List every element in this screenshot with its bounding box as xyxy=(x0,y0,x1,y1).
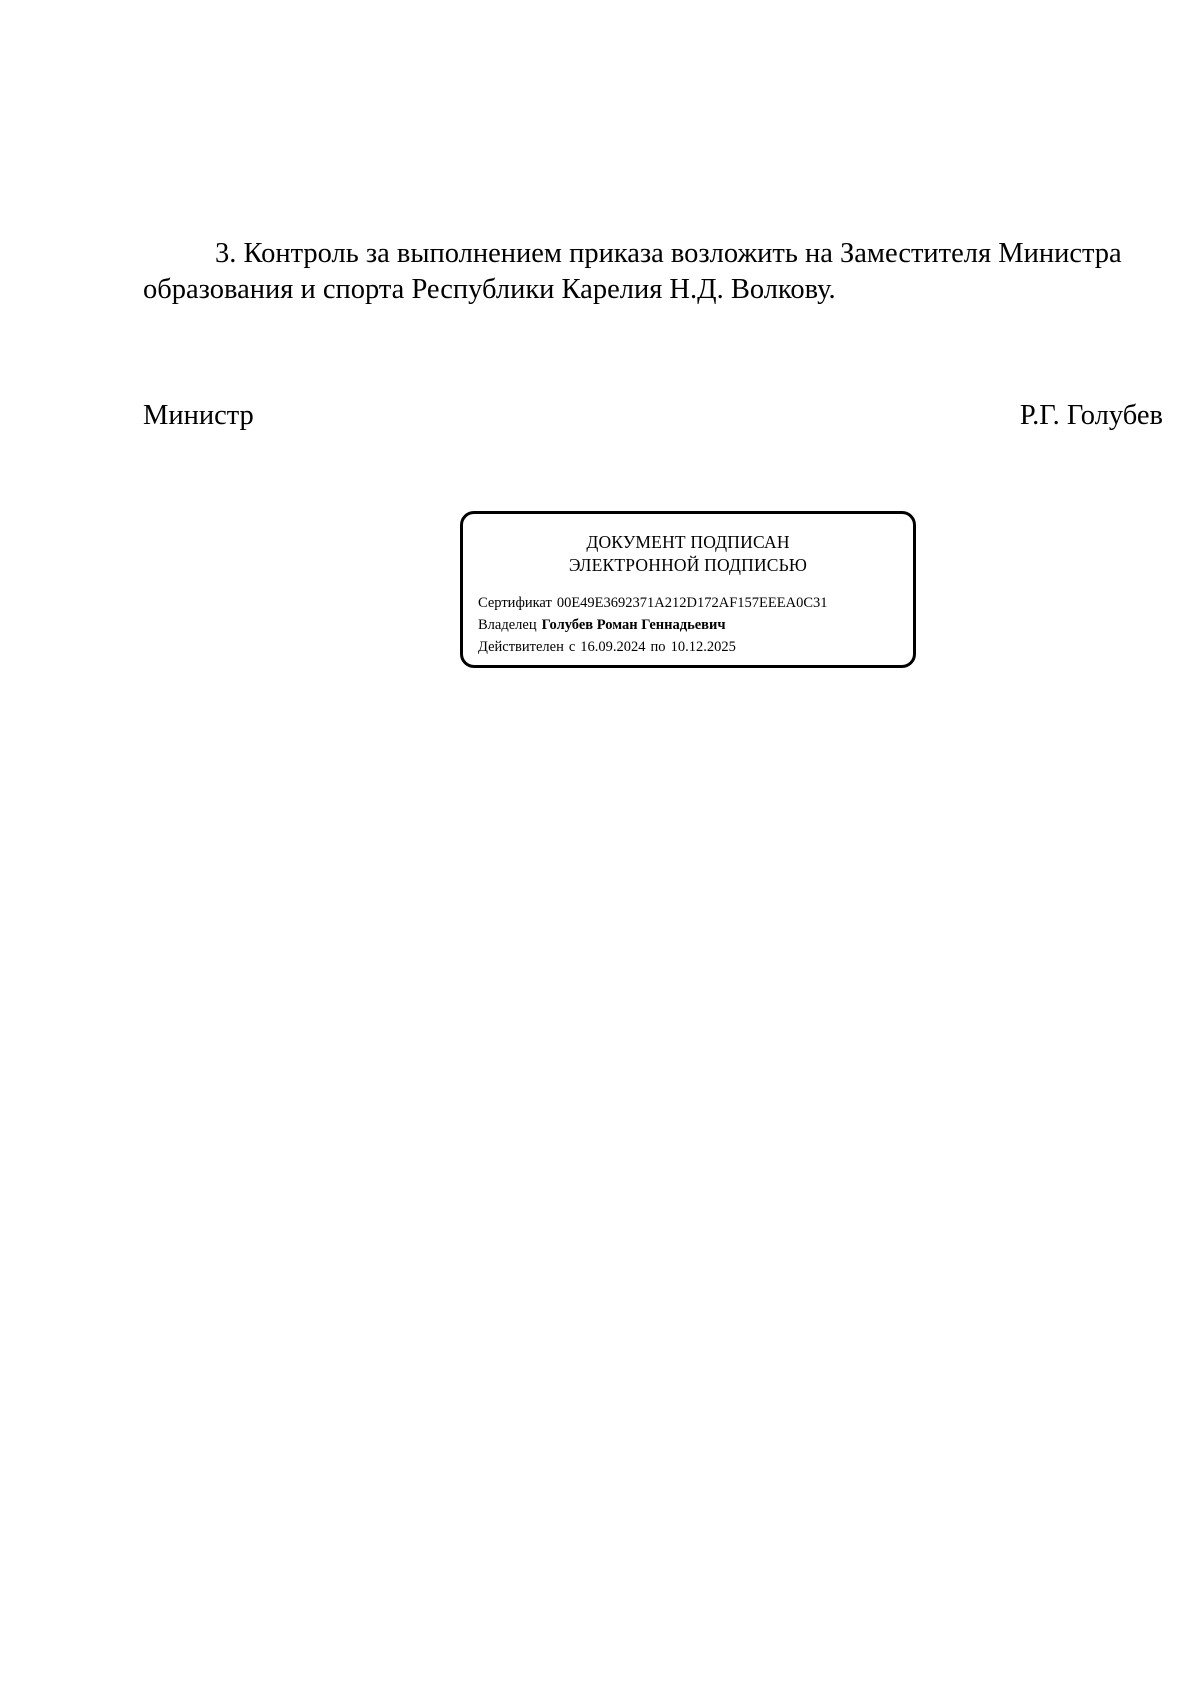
owner-row xyxy=(478,614,828,636)
stamp-heading-line-2: ЭЛЕКТРОННОЙ ПОДПИСЬЮ xyxy=(568,555,808,575)
valid-to-label: по xyxy=(650,639,666,655)
valid-label: Действителен xyxy=(478,639,564,655)
valid-from-label: с xyxy=(568,639,576,655)
stamp-heading-line-1: ДОКУМЕНТ ПОДПИСАН xyxy=(586,532,790,552)
signer-name: Р.Г. Голубев xyxy=(1019,400,1163,431)
stamp-heading xyxy=(463,531,913,577)
signature-row xyxy=(143,398,1163,438)
certificate-row xyxy=(478,592,828,614)
order-paragraph-line-2: образования и спорта Республики Карелия Н.Д. Волкову. xyxy=(143,274,836,305)
owner-value: Голубев Роман Геннадьевич xyxy=(541,617,726,633)
electronic-signature-stamp xyxy=(460,511,916,668)
certificate-value: 00E49E3692371A212D172AF157EEEA0C31 xyxy=(556,595,828,611)
certificate-label: Сертификат xyxy=(478,595,552,611)
signer-position: Министр xyxy=(143,400,254,431)
order-paragraph-line-1: 3. Контроль за выполнением приказа возложить на Заместителя Министра xyxy=(215,238,1122,269)
valid-to-date: 10.12.2025 xyxy=(670,639,736,655)
stamp-details xyxy=(478,592,828,658)
validity-row xyxy=(478,636,828,658)
valid-from-date: 16.09.2024 xyxy=(580,639,646,655)
owner-label: Владелец xyxy=(478,617,537,633)
order-paragraph xyxy=(143,236,1163,308)
